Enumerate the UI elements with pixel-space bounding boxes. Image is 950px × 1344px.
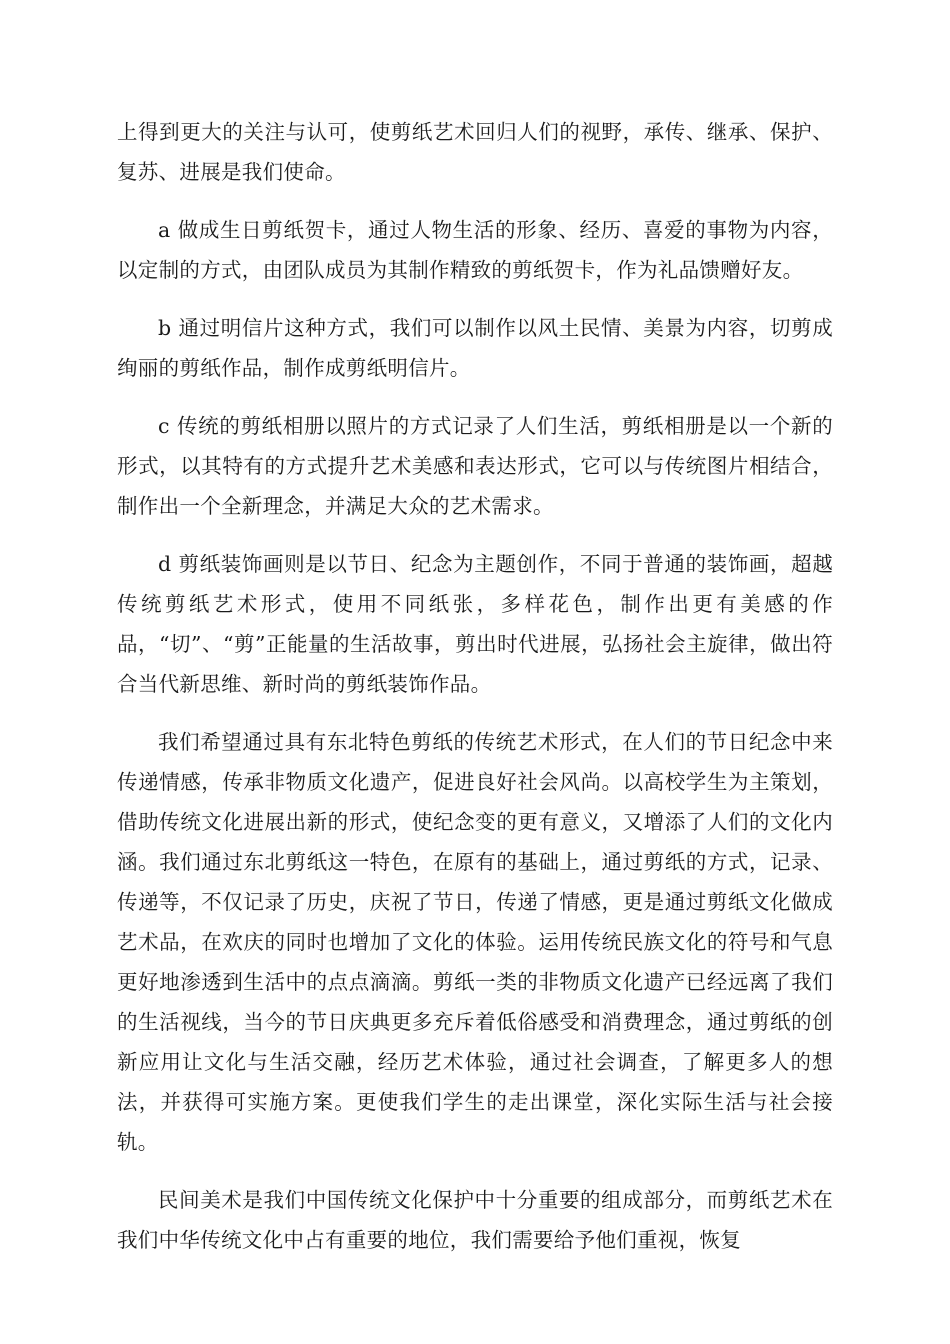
paragraph-item-a: a 做成生日剪纸贺卡，通过人物生活的形象、经历、喜爱的事物为内容，以定制的方式，由团队成员为其制作精致的剪纸贺卡，作为礼品馈赠好友。 — [117, 218, 833, 282]
paragraph-continuation: 上得到更大的关注与认可，使剪纸艺术回归人们的视野，承传、继承、保护、复苏、进展是我们使命。 — [117, 120, 833, 184]
paragraph-purpose: 我们希望通过具有东北特色剪纸的传统艺术形式，在人们的节日纪念中来传递情感，传承非物质文化遗产，促进良好社会风尚。以高校学生为主策划，借助传统文化进展出新的形式，使纪念变的更有意义，又增添了人们的文化内涵。我们通过东北剪纸这一特色，在原有的基础上，通过剪纸的方式，记录、传递等，不仅记录了历史，庆祝了节日，传递了情感，更是通过剪纸文化做成艺术品，在欢庆的同时也增加了文化的体验。运用传统民族文化的符号和气息更好地渗透到生活中的点点滴滴。剪纸一类的非物质文化遗产已经远离了我们的生活视线，当今的节日庆典更多充斥着低俗感受和消费理念，通过剪纸的创新应用让文化与生活交融，经历艺术体验，通过社会调查，了解更多人的想法，并获得可实施方案。更使我们学生的走出课堂，深化实际生活与社会接轨。 — [117, 730, 833, 1154]
document-body — [117, 112, 833, 1278]
paragraph-item-d: d 剪纸装饰画则是以节日、纪念为主题创作，不同于普通的装饰画，超越传统剪纸艺术形式，使用不同纸张，多样花色，制作出更有美感的作品，“切”、“剪”正能量的生活故事，剪出时代进展，弘扬社会主旋律，做出符合当代新思维、新时尚的剪纸装饰作品。 — [117, 552, 833, 696]
paragraph-folk-art: 民间美术是我们中国传统文化保护中十分重要的组成部分，而剪纸艺术在我们中华传统文化中占有重要的地位，我们需要给予他们重视，恢复 — [117, 1188, 833, 1252]
paragraph-item-c: c 传统的剪纸相册以照片的方式记录了人们生活，剪纸相册是以一个新的形式，以其特有的方式提升艺术美感和表达形式，它可以与传统图片相结合，制作出一个全新理念，并满足大众的艺术需求。 — [117, 414, 833, 518]
paragraph-item-b: b 通过明信片这种方式，我们可以制作以风土民情、美景为内容，切剪成绚丽的剪纸作品，制作成剪纸明信片。 — [117, 316, 833, 380]
